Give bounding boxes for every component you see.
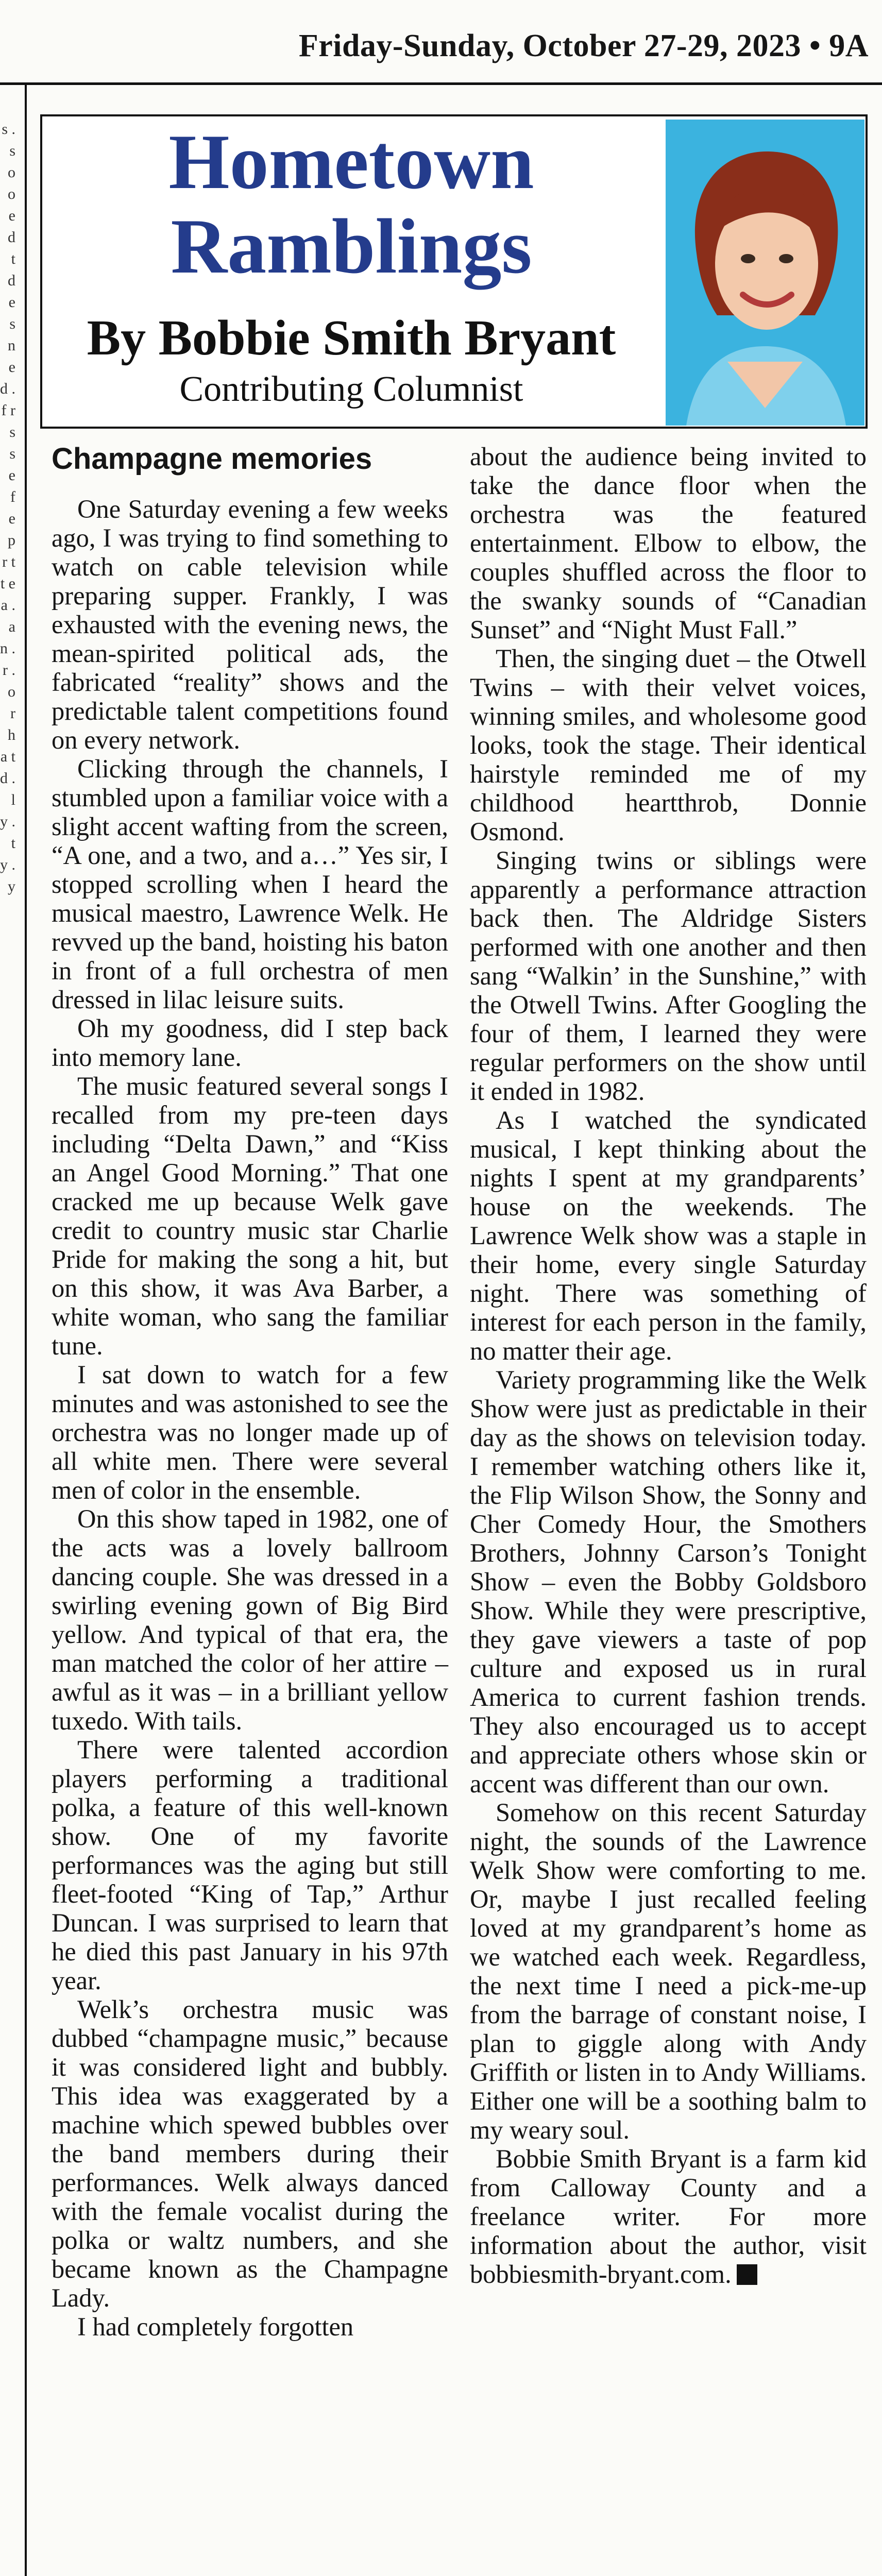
column-header bbox=[40, 114, 868, 429]
end-of-story-mark bbox=[737, 2264, 757, 2285]
paragraph: The music featured several songs I recalled from my pre-teen days including “Delta Dawn,” and “Kiss an Angel Good Morning.” That one cracked me up because Welk gave credit to country music star Charlie Pride for making the song a hit, but on this show, it was Ava Barber, a white woman, who sang the familiar tune. bbox=[52, 1072, 448, 1360]
adjacent-column-fragment: s . s o o e d t d e s n e d . f r s s e f e p r t t e a . a n . r . o r h a t d . l y . t y . y bbox=[0, 121, 15, 895]
paragraph: I had completely forgotten bbox=[77, 2312, 354, 2341]
paragraph: There were talented accordion players performing a traditional polka, a feature of this well-known show. One of my favorite performances was the aging but still fleet-footed “King of Tap,” Arthur Duncan. I was surprised to learn that he died this past January in his 97th year. bbox=[52, 1735, 448, 1995]
paragraph-continuation: about the audience being invited to take the dance floor when the orchestra was the featured entertainment. Elbow to elbow, the couples shuffled across the floor to the swanky sounds of “Canadian Sunset” and “Night Must Fall.” bbox=[470, 442, 867, 644]
article-column-right bbox=[470, 442, 867, 2289]
paragraph: I sat down to watch for a few minutes and was astonished to see the orchestra was no longer made up of all white men. There were several men of color in the ensemble. bbox=[52, 1360, 448, 1504]
paragraph: One Saturday evening a few weeks ago, I was trying to find something to watch on cable television while preparing supper. Frankly, I was exhausted with the evening news, the mean-spirited political ads, the fabricated “reality” shows and the predictable talent competitions found on every network. bbox=[52, 495, 448, 754]
column-title-line-2: Ramblings bbox=[171, 203, 532, 290]
paragraph: Then, the singing duet – the Otwell Twins – with their velvet voices, winning smiles, and wholesome good looks, took the stage. Their identical hairstyle reminded me of my childhood heartthrob, Donnie Osmond. bbox=[470, 644, 867, 846]
page-folio bbox=[0, 0, 882, 85]
column-title-line-1: Hometown bbox=[168, 118, 534, 205]
paragraph: Clicking through the channels, I stumbled upon a familiar voice with a slight accent wafting from the screen, “A one, and a two, and a…” Yes sir, I stopped scrolling when I heard the musical maestro, Lawrence Welk. He revved up the band, hoisting his baton in front of a full orchestra of men dressed in lilac leisure suits. bbox=[52, 754, 449, 1014]
article-column-left bbox=[52, 442, 448, 2341]
author-portrait-illustration bbox=[666, 120, 864, 426]
author-byline: By Bobbie Smith Bryant bbox=[87, 310, 616, 366]
paragraph: As I watched the syndicated musical, I kept thinking about the nights I spent at my grandparents’ house on the weekends. The Lawrence Welk show was a staple in their home, every single Saturday night. There was something of interest for each person in the family, no matter their age. bbox=[470, 1106, 867, 1365]
paragraph: On this show taped in 1982, one of the acts was a lovely ballroom dancing couple. She was dressed in a swirling evening gown of Big Bird yellow. And typical of that era, the man matched the color of her attire – awful as it was – in a brilliant yellow tuxedo. With tails. bbox=[52, 1504, 448, 1735]
folio-date-page: Friday-Sunday, October 27-29, 2023 • 9A bbox=[298, 28, 869, 63]
paragraph: Variety programming like the Welk Show were just as predictable in their day as the shows on television today. I remember watching others like it, the Flip Wilson Show, the Sonny and Cher Comedy Hour, the Smothers Brothers, Johnny Carson’s Tonight Show – even the Bobby Goldsboro Show. While they were prescriptive, they gave viewers a taste of pop culture and exposed us in rural America to current fashion trends. They also encouraged us to accept and appreciate others whose skin or accent was different than our own. bbox=[470, 1365, 867, 1798]
column-divider-rule bbox=[25, 85, 27, 2576]
author-photo bbox=[666, 120, 864, 426]
author-bio-text: Bobbie Smith Bryant is a farm kid from Calloway County and a freelance writer. For more information about the author, visit bobbiesmith-bryant.com. bbox=[470, 2144, 867, 2289]
article-headline: Champagne memories bbox=[52, 442, 372, 476]
paragraph: Welk’s orchestra music was dubbed “champagne music,” because it was considered light and bubbly. This idea was exaggerated by a machine which spewed bubbles over the band members during their performances. Welk always danced with the female vocalist during the polka or waltz numbers, and she became known as the Champagne Lady. bbox=[52, 1995, 448, 2312]
paragraph: Oh my goodness, did I step back into memory lane. bbox=[52, 1014, 448, 1072]
paragraph: Singing twins or siblings were apparently a performance attraction back then. The Aldridge Sisters performed with one another and then sang “Walkin’ in the Sunshine,” with the Otwell Twins. After Googling the four of them, I learned they were regular performers on the show until it ended in 1982. bbox=[470, 846, 867, 1106]
paragraph: Somehow on this recent Saturday night, the sounds of the Lawrence Welk Show were comforting to me. Or, maybe I just recalled feeling loved at my grandparent’s home as we watched each week. Regardless, the next time I need a pick-me-up from the barrage of constant noise, I plan to giggle along with Andy Griffith or listen in to Andy Williams. Either one will be a soothing balm to my weary soul. bbox=[470, 1798, 867, 2144]
author-bio bbox=[470, 2144, 867, 2289]
author-role: Contributing Columnist bbox=[179, 369, 523, 409]
